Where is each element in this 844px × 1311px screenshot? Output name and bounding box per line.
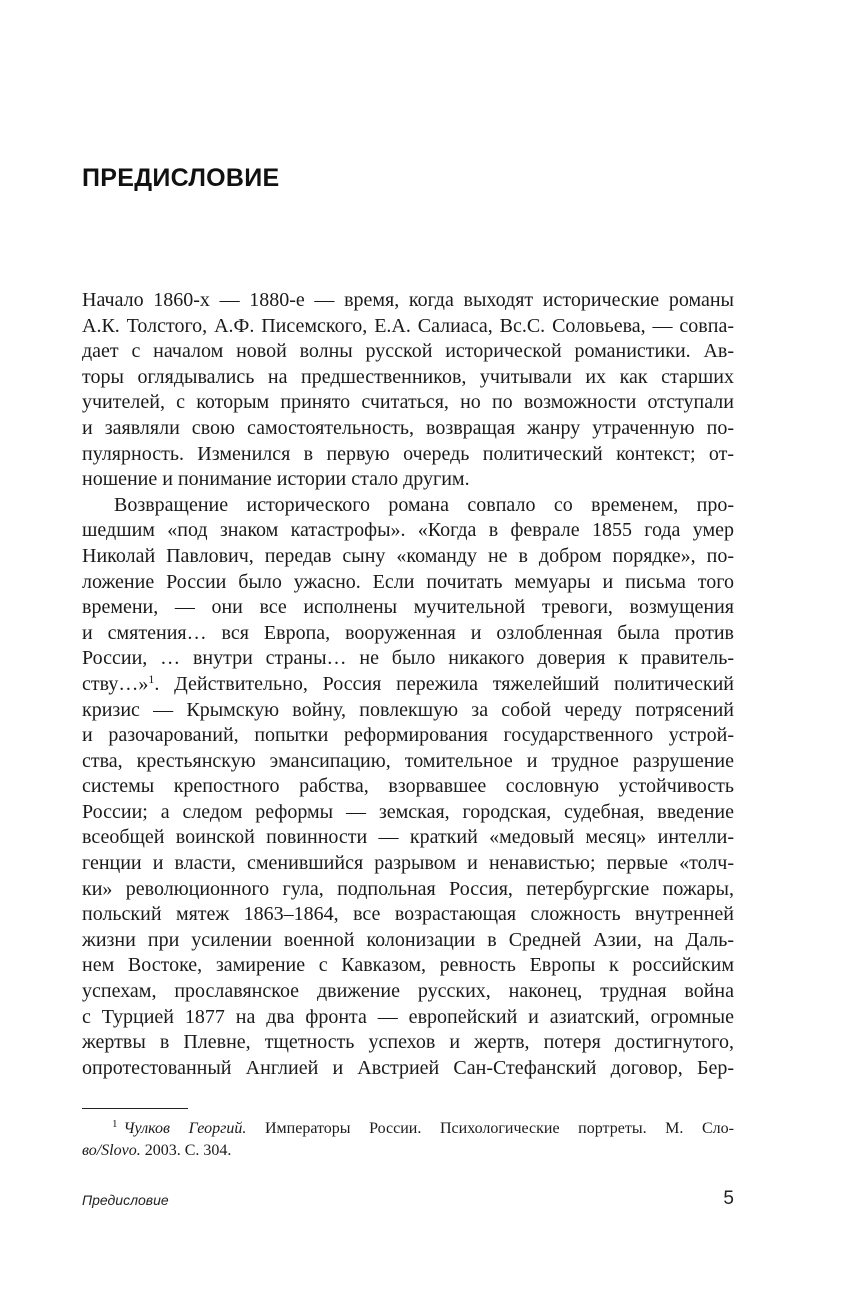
text-line: жизни при усилении военной колонизации в Средней Азии, на Даль- [82, 928, 734, 951]
text-line: системы крепостного рабства, взорвавшее сословную устойчивость [82, 775, 734, 798]
text-line: ки» революционного гула, подпольная Россия, петербургские пожары, [82, 877, 734, 900]
running-footer-title: Предисловие [82, 1192, 169, 1208]
text-line: жертвы в Плевне, тщетность успехов и жертв, потеря достигнутого, [82, 1031, 734, 1054]
text-line: А.К. Толстого, А.Ф. Писемского, Е.А. Салиаса, Вс.С. Соловьева, — совпа- [82, 314, 734, 337]
footnote-publisher: во/Slovo. [82, 1142, 141, 1159]
text-line: России; а следом реформы — земская, городская, судебная, введение [82, 800, 734, 823]
text-line: и разочарований, попытки реформирования государственного устрой- [82, 724, 734, 747]
text-line: ношение и понимание истории стало другим. [82, 468, 470, 491]
text-line-with-footnote-ref [82, 672, 734, 698]
footnote-text: Императоры России. Психологические портреты. М. Сло- [246, 1120, 734, 1137]
text-line: ства, крестьянскую эмансипацию, томительное и трудное разрушение [82, 749, 734, 772]
text-line: нем Востоке, замирение с Кавказом, ревность Европы к российским [82, 954, 734, 977]
text-line: опротестованный Англией и Австрией Сан-Стефанский договор, Бер- [82, 1056, 734, 1079]
text-line: всеобщей воинской повинности — краткий «медовый месяц» интелли- [82, 826, 734, 849]
footnote-reference[interactable]: 1 [148, 671, 155, 686]
footnote-divider [82, 1108, 188, 1109]
text-line: кризис — Крымскую войну, повлекшую за собой череду потрясений [82, 698, 734, 721]
text-segment: ству…» [82, 672, 149, 695]
text-line: пулярность. Изменился в первую очередь политический контекст; от- [82, 442, 734, 465]
text-line: Возвращение исторического романа совпало со временем, про- [114, 493, 734, 516]
text-line: с Турцией 1877 на два фронта — европейский и азиатский, огромные [82, 1005, 734, 1028]
footnote [82, 1118, 734, 1162]
footnote-line [82, 1140, 734, 1162]
text-line: и смятения… вся Европа, вооруженная и озлобленная была против [82, 621, 734, 644]
text-line: России, … внутри страны… не было никакого доверия к правитель- [82, 647, 734, 670]
text-line: Начало 1860-х — 1880-е — время, когда выходят исторические романы [82, 289, 734, 311]
footnote-number: 1 [112, 1118, 118, 1130]
text-line: дает с началом новой волны русской исторической романистики. Ав- [82, 340, 734, 363]
chapter-title: ПРЕДИСЛОВИЕ [82, 164, 280, 192]
text-line: успехам, прославянское движение русских, наконец, трудная война [82, 980, 734, 1003]
text-segment: . Действительно, Россия пережила тяжелейший политический [154, 672, 734, 695]
text-line: генции и власти, сменившийся разрывом и ненавистью; первые «толч- [82, 852, 734, 875]
text-line: и заявляли свою самостоятельность, возвращая жанру утраченную по- [82, 416, 734, 439]
text-line: ложение России было ужасно. Если почитать мемуары и письма того [82, 570, 734, 593]
footnote-text: 2003. С. 304. [140, 1142, 232, 1159]
text-line: учителей, с которым принято считаться, но по возможности отступали [82, 391, 734, 414]
page-number: 5 [723, 1188, 734, 1209]
footnote-line [82, 1118, 734, 1140]
body-text [82, 288, 734, 1081]
text-line: времени, — они все исполнены мучительной тревоги, возмущения [82, 596, 734, 619]
text-line: шедшим «под знаком катастрофы». «Когда в феврале 1855 года умер [82, 519, 734, 542]
text-line: Николай Павлович, передав сыну «команду не в добром порядке», по- [82, 544, 734, 567]
text-line: польский мятеж 1863–1864, все возрастающая сложность внутренней [82, 903, 734, 926]
footnote-author: Чулков Георгий. [123, 1120, 247, 1137]
text-line: торы оглядывались на предшественников, учитывали их как старших [82, 365, 734, 388]
